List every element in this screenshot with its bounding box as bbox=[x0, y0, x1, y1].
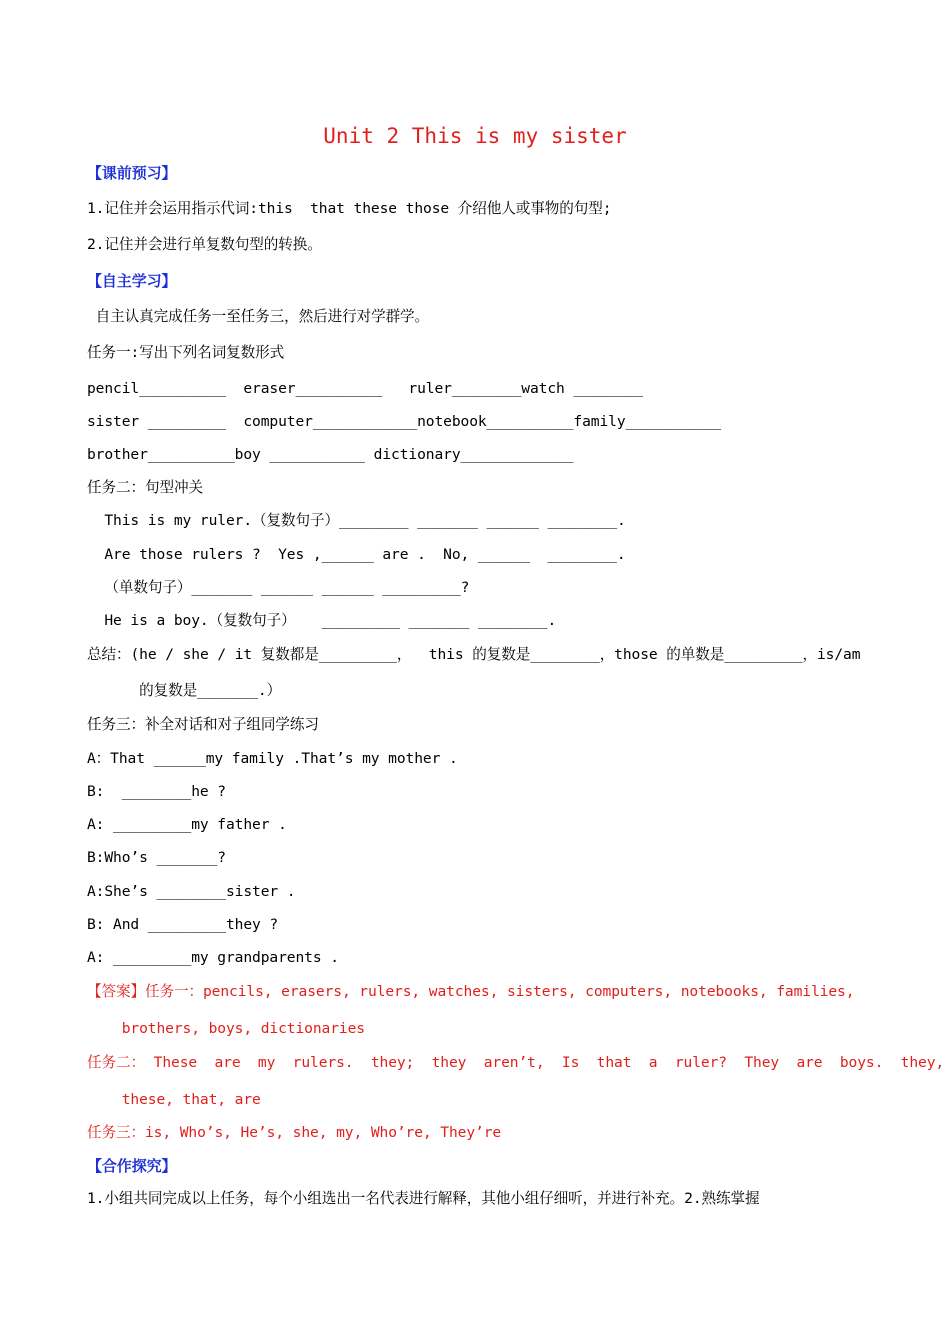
answer-task1 bbox=[87, 982, 854, 1002]
dialog-line: B: ________he ? bbox=[87, 783, 226, 800]
task3-heading: 任务三：补全对话和对子组同学练习 bbox=[87, 716, 319, 733]
task1-heading: 任务一:写出下列名词复数形式 bbox=[87, 344, 285, 361]
task2-summary-1: 总结：(he / she / it 复数都是_________， this 的复数是________，those 的单数是_________，is/am bbox=[87, 646, 861, 663]
answer-label: 【答案】 bbox=[87, 983, 145, 1000]
task2-line-4: He is a boy.（复数句子） _________ _______ ________. bbox=[87, 612, 557, 629]
dialog-line: B: And _________they ? bbox=[87, 916, 279, 933]
task1-row-2: sister _________ computer____________notebook__________family___________ bbox=[87, 413, 722, 430]
dialog-line: A:She’s ________sister . bbox=[87, 883, 296, 900]
dialog-line: A：That ______my family .That’s my mother . bbox=[87, 750, 458, 767]
answer-task3: 任务三：is, Who’s, He’s, she, my, Who’re, They’re bbox=[87, 1124, 502, 1141]
document-title: Unit 2 This is my sister bbox=[323, 124, 627, 148]
answer-task1-text: 任务一：pencils, erasers, rulers, watches, sisters, computers, notebooks, families, bbox=[144, 983, 855, 1000]
task2-line-1: This is my ruler.（复数句子）________ _______ ______ ________. bbox=[87, 512, 626, 529]
answer-task1-cont: brothers, boys, dictionaries bbox=[87, 1020, 365, 1037]
section-heading-self-study: 【自主学习】 bbox=[87, 272, 177, 290]
dialog-line: A: _________my father . bbox=[87, 816, 287, 833]
cooperate-line: 1.小组共同完成以上任务，每个小组选出一名代表进行解释，其他小组仔细听，并进行补充。2.熟练掌握 bbox=[87, 1190, 760, 1207]
dialog-line: B:Who’s _______? bbox=[87, 849, 226, 866]
task2-summary-2: 的复数是_______.） bbox=[87, 682, 282, 699]
section-heading-cooperate: 【合作探究】 bbox=[87, 1157, 177, 1175]
task2-line-3: （单数句子）_______ ______ ______ _________? bbox=[87, 579, 470, 596]
preview-item-2: 2.记住并会进行单复数句型的转换。 bbox=[87, 236, 322, 253]
task1-row-3: brother__________boy ___________ dictionary_____________ bbox=[87, 446, 574, 463]
section-heading-preview: 【课前预习】 bbox=[87, 164, 177, 182]
preview-item-1: 1.记住并会运用指示代词:this that these those 介绍他人或事物的句型; bbox=[87, 200, 612, 217]
task1-row-1: pencil__________ eraser__________ ruler________watch ________ bbox=[87, 380, 643, 397]
self-study-intro: 自主认真完成任务一至任务三，然后进行对学群学。 bbox=[87, 308, 430, 325]
task2-heading: 任务二：句型冲关 bbox=[87, 479, 203, 496]
answer-task2: 任务二： These are my rulers. they; they aren’t, Is that a ruler? They are boys. they, bbox=[87, 1054, 945, 1071]
dialog-line: A: _________my grandparents . bbox=[87, 949, 339, 966]
task2-line-2: Are those rulers ? Yes ,______ are . No, ______ ________. bbox=[87, 546, 626, 563]
answer-task2-cont: these, that, are bbox=[87, 1091, 261, 1108]
